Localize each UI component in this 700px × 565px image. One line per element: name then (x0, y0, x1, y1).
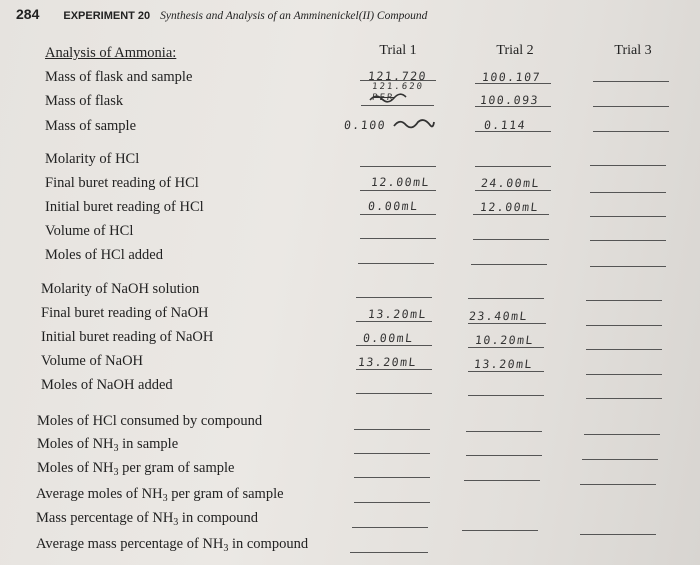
t1-scribble-sample (392, 116, 436, 132)
t2-line-molarity-naoh[interactable] (468, 298, 544, 299)
t2-line-final-hcl[interactable] (475, 190, 551, 191)
t1-value-initial-hcl: 0.00mL (367, 199, 420, 213)
t1-line-avg-mass-pct[interactable] (350, 552, 428, 553)
t3-line-moles-naoh[interactable] (586, 398, 662, 399)
t2-value-flask: 100.093 (479, 93, 540, 107)
t2-value-volume-naoh: 13.20mL (473, 357, 534, 371)
page-header (16, 6, 427, 28)
trial-3-header: Trial 3 (614, 43, 652, 58)
t3-line-moles-hcl[interactable] (590, 266, 666, 267)
t3-line-moles-hcl-consumed[interactable] (584, 434, 660, 435)
t1-value-volume-naoh: 13.20mL (357, 355, 418, 369)
t3-line-moles-nh3-per-gram[interactable] (580, 484, 656, 485)
label-moles-naoh: Moles of NaOH added (41, 377, 173, 393)
label-initial-buret-hcl: Initial buret reading of HCl (45, 199, 204, 215)
label-moles-hcl: Moles of HCl added (45, 247, 163, 263)
t1-value-flask-b: PER (371, 93, 395, 103)
label-mass-flask-sample: Mass of flask and sample (45, 69, 193, 85)
t2-line-volume-naoh[interactable] (468, 371, 544, 372)
t2-value-sample: 0.114 (483, 118, 527, 132)
t2-value-initial-hcl: 12.00mL (479, 200, 540, 214)
t3-line-volume-hcl[interactable] (590, 240, 666, 241)
label-average-moles-nh3: Average moles of $NH_3$ per gram of sample (36, 486, 284, 504)
t2-line-mass-pct[interactable] (462, 530, 538, 531)
t3-line-mass-pct[interactable] (580, 534, 656, 535)
t3-line-moles-nh3[interactable] (582, 459, 658, 460)
label-average-mass-percentage: Average mass percentage of $NH_3$ in compound (36, 536, 309, 554)
t1-value-sample: 0.100 (343, 118, 387, 132)
t1-line-volume-naoh[interactable] (356, 369, 432, 370)
t1-line-final-naoh[interactable] (356, 321, 432, 322)
label-final-buret-naoh: Final buret reading of NaOH (41, 305, 209, 321)
t1-line-volume-hcl[interactable] (360, 238, 436, 239)
label-mass-sample: Mass of sample (45, 118, 137, 134)
t2-line-moles-nh3-per-gram[interactable] (464, 480, 540, 481)
t3-line-initial-hcl[interactable] (590, 216, 666, 217)
t3-line-molarity-hcl[interactable] (590, 165, 666, 166)
t2-line-moles-nh3[interactable] (466, 455, 542, 456)
t3-line-mass-flask[interactable] (593, 106, 669, 107)
t1-line-molarity-hcl[interactable] (360, 166, 436, 167)
t2-value-final-hcl: 24.00mL (480, 176, 541, 190)
t2-line-initial-naoh[interactable] (468, 347, 544, 348)
label-mass-percentage: Mass percentage of $NH_3$ in compound (36, 510, 259, 528)
t1-line-moles-hcl-consumed[interactable] (354, 429, 430, 430)
t2-line-moles-hcl[interactable] (471, 264, 547, 265)
t2-value-initial-naoh: 10.20mL (474, 333, 535, 347)
label-molarity-naoh: Molarity of NaOH solution (41, 281, 200, 297)
label-volume-naoh: Volume of NaOH (41, 353, 144, 369)
t2-line-molarity-hcl[interactable] (475, 166, 551, 167)
t1-line-mass-pct[interactable] (352, 527, 428, 528)
trial-2-header: Trial 2 (496, 43, 534, 58)
label-molarity-hcl: Molarity of HCl (45, 151, 140, 167)
trial-1-header: Trial 1 (379, 43, 417, 58)
section-heading: Analysis of Ammonia: (45, 45, 177, 61)
t1-value-flask-sample: 121.720 (367, 69, 428, 83)
t3-line-initial-naoh[interactable] (586, 349, 662, 350)
label-mass-flask: Mass of flask (45, 93, 124, 109)
t3-line-mass-flask-sample[interactable] (593, 81, 669, 82)
t2-line-initial-hcl[interactable] (473, 214, 549, 215)
t1-line-initial-naoh[interactable] (356, 345, 432, 346)
t2-value-final-naoh: 23.40mL (468, 309, 529, 323)
t1-line-moles-naoh[interactable] (356, 393, 432, 394)
t1-line-average-moles[interactable] (354, 502, 430, 503)
t3-line-molarity-naoh[interactable] (586, 300, 662, 301)
label-moles-nh3-per-gram: Moles of $NH_3$ per gram of sample (37, 460, 235, 478)
label-initial-buret-naoh: Initial buret reading of NaOH (41, 329, 214, 345)
t2-line-volume-hcl[interactable] (473, 239, 549, 240)
t1-value-flask-a: 121.620 (371, 82, 425, 92)
t3-line-final-hcl[interactable] (590, 192, 666, 193)
t1-line-initial-hcl[interactable] (360, 214, 436, 215)
experiment-title: Synthesis and Analysis of an Amminenickel(II) Compound (160, 10, 428, 22)
t2-value-flask-sample: 100.107 (481, 70, 542, 84)
label-moles-nh3: Moles of $NH_3$ in sample (37, 436, 179, 454)
t2-line-moles-hcl-consumed[interactable] (466, 431, 542, 432)
t1-line-mass-flask[interactable] (361, 105, 434, 106)
t1-value-final-hcl: 12.00mL (370, 175, 431, 189)
t1-scribble-flask (368, 92, 408, 104)
experiment-label: EXPERIMENT 20 (63, 10, 151, 22)
page-number: 284 (16, 6, 40, 22)
t1-line-molarity-naoh[interactable] (356, 297, 432, 298)
label-volume-hcl: Volume of HCl (45, 223, 134, 239)
t1-value-initial-naoh: 0.00mL (362, 331, 415, 345)
t1-value-final-naoh: 13.20mL (367, 307, 428, 321)
label-final-buret-hcl: Final buret reading of HCl (45, 175, 199, 191)
t2-line-final-naoh[interactable] (468, 323, 546, 324)
t1-line-final-hcl[interactable] (360, 190, 436, 191)
t2-line-moles-naoh[interactable] (468, 395, 544, 396)
t1-line-moles-nh3-per-gram[interactable] (354, 477, 430, 478)
label-moles-hcl-consumed: Moles of HCl consumed by compound (37, 413, 263, 429)
t3-line-volume-naoh[interactable] (586, 374, 662, 375)
t1-line-moles-nh3[interactable] (354, 453, 430, 454)
t3-line-mass-sample[interactable] (593, 131, 669, 132)
t3-line-final-naoh[interactable] (586, 325, 662, 326)
t1-line-moles-hcl[interactable] (358, 263, 434, 264)
